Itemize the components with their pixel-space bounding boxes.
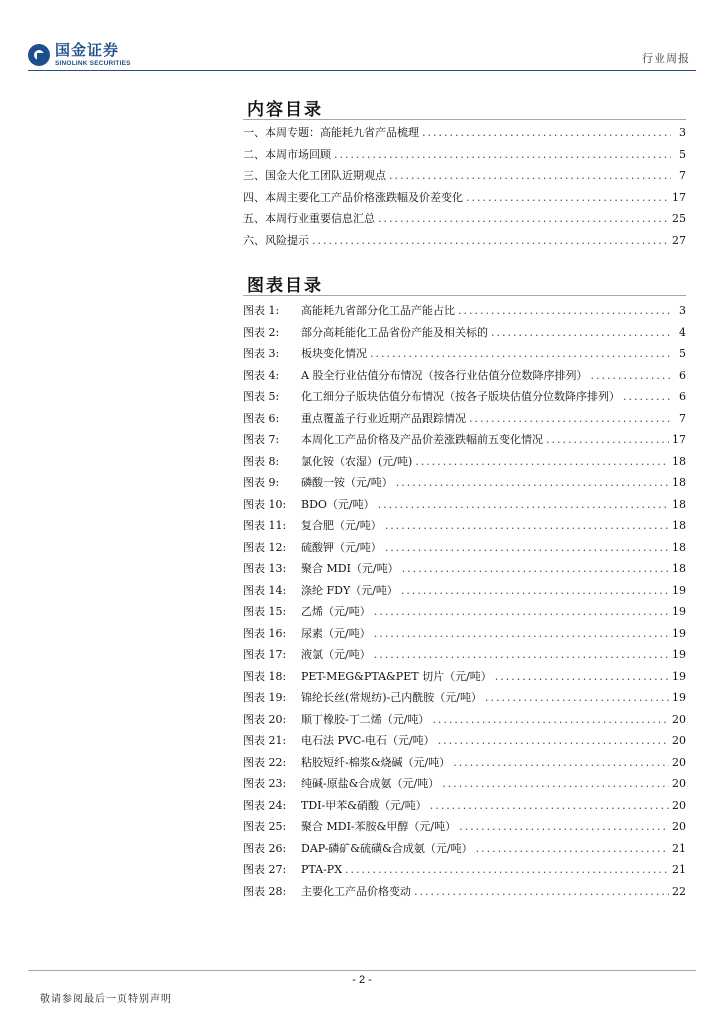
figure-entry[interactable]: [243, 603, 686, 625]
entry-label: [243, 582, 398, 598]
figure-entry[interactable]: [243, 732, 686, 754]
entry-page-number: 7: [679, 411, 686, 425]
figure-title: 化工细分子版块估值分布情况（按各子版块估值分位数降序排列）: [301, 390, 620, 403]
figure-title: 部分高耗能化工品省份产能及相关标的: [301, 325, 488, 339]
figure-title: DAP-磷矿&硫磺&合成氨（元/吨）: [301, 841, 473, 855]
figure-entry[interactable]: [243, 388, 686, 410]
dot-leader: [374, 648, 669, 661]
header-divider: [28, 70, 696, 71]
dot-leader: [546, 433, 669, 446]
dot-leader: [396, 476, 669, 489]
entry-label: [243, 603, 371, 619]
figure-entry[interactable]: [243, 496, 686, 518]
entry-page-number: 5: [679, 347, 686, 360]
entry-page-number: 19: [672, 605, 686, 618]
dot-leader: [370, 347, 671, 360]
figure-number: 图表 1:: [243, 304, 280, 317]
figure-title: PTA-PX: [301, 863, 343, 876]
figure-title: 高能耗九省部分化工品产能占比: [301, 304, 455, 317]
dot-leader: [334, 148, 671, 161]
entry-page-number: 5: [679, 147, 686, 161]
dot-leader: [414, 885, 669, 898]
entry-page-number: 19: [672, 669, 686, 683]
figure-number: 图表 8:: [243, 454, 280, 468]
figure-entry[interactable]: [243, 410, 686, 432]
figure-entry[interactable]: [243, 302, 686, 324]
entry-label: 三、国金大化工团队近期观点: [243, 169, 386, 182]
page-header: [0, 0, 724, 72]
entry-page-number: 18: [672, 540, 686, 554]
entry-label: 一、本周专题：高能耗九省产品梳理: [243, 126, 419, 139]
figure-entry[interactable]: [243, 883, 686, 905]
dot-leader: [453, 756, 669, 769]
entry-label: [243, 625, 371, 641]
dot-leader: [491, 326, 671, 339]
figures-list: [243, 302, 686, 904]
contents-title-divider: [243, 119, 686, 120]
dot-leader: [458, 304, 671, 317]
entry-page-number: 19: [672, 626, 686, 640]
entry-label: [243, 797, 427, 813]
entry-label: [243, 517, 382, 533]
dot-leader: [438, 734, 669, 747]
entry-label: [243, 410, 466, 426]
entry-label: [243, 453, 412, 469]
dot-leader: [442, 777, 669, 790]
entry-page-number: 19: [672, 648, 686, 661]
figure-number: 图表 28:: [243, 884, 287, 898]
contents-title: 内容目录: [247, 100, 323, 120]
entry-label: [243, 388, 620, 404]
entry-page-number: 17: [672, 190, 686, 204]
figure-entry[interactable]: [243, 324, 686, 346]
dot-leader: [378, 212, 669, 225]
figure-entry[interactable]: [243, 775, 686, 797]
figure-number: 图表 17:: [243, 648, 287, 661]
figure-title: A 股全行业估值分布情况（按各行业估值分位数降序排列）: [301, 368, 588, 382]
dot-leader: [476, 842, 669, 855]
dot-leader: [402, 562, 669, 575]
figure-number: 图表 24:: [243, 798, 287, 812]
figure-title: 主要化工产品价格变动: [301, 884, 411, 898]
dot-leader: [495, 670, 669, 683]
figure-entry[interactable]: [243, 646, 686, 668]
figure-entry[interactable]: [243, 818, 686, 840]
footer-divider: [28, 970, 696, 971]
figure-title: 乙烯（元/吨）: [301, 605, 371, 618]
figure-number: 图表 6:: [243, 411, 280, 425]
dot-leader: [374, 605, 669, 618]
figure-number: 图表 27:: [243, 863, 287, 876]
figure-number: 图表 11:: [243, 519, 287, 532]
entry-page-number: 20: [672, 734, 686, 747]
entry-page-number: 18: [672, 562, 686, 575]
entry-page-number: 20: [672, 798, 686, 812]
entry-page-number: 18: [672, 476, 686, 489]
figure-entry[interactable]: [243, 840, 686, 862]
figure-entry[interactable]: [243, 582, 686, 604]
contents-entry[interactable]: [243, 124, 686, 146]
dot-leader: [385, 541, 669, 554]
figure-number: 图表 18:: [243, 669, 287, 683]
entry-page-number: 19: [672, 583, 686, 597]
entry-label: [243, 367, 587, 383]
dot-leader: [374, 627, 669, 640]
entry-page-number: 27: [672, 233, 686, 247]
dot-leader: [312, 234, 669, 247]
entry-label: 六、风险提示: [243, 233, 309, 247]
entry-page-number: 20: [672, 755, 686, 769]
figure-entry[interactable]: [243, 560, 686, 582]
logo-english-name: SINOLINK SECURITIES: [55, 59, 131, 67]
dot-leader: [422, 126, 671, 139]
footer-disclaimer: 敬请参阅最后一页特别声明: [40, 994, 172, 1005]
figure-number: 图表 2:: [243, 325, 280, 339]
figure-title: 硫酸钾（元/吨）: [301, 540, 382, 554]
entry-label: [243, 775, 439, 791]
figure-entry[interactable]: [243, 668, 686, 690]
figure-entry[interactable]: [243, 754, 686, 776]
figure-title: 聚合 MDI（元/吨）: [301, 562, 399, 575]
figure-number: 图表 4:: [243, 368, 280, 382]
entry-label: [243, 646, 371, 662]
entry-page-number: 4: [679, 325, 686, 339]
entry-page-number: 20: [672, 777, 686, 790]
dot-leader: [590, 369, 671, 382]
dot-leader: [459, 820, 669, 833]
dot-leader: [430, 799, 669, 812]
dot-leader: [389, 169, 671, 182]
figure-title: 聚合 MDI-苯胺&甲醇（元/吨）: [301, 820, 457, 833]
entry-page-number: 22: [672, 884, 686, 898]
entry-page-number: 18: [672, 497, 686, 511]
entry-label: [243, 474, 393, 490]
figure-entry[interactable]: [243, 517, 686, 539]
entry-label: [243, 539, 382, 555]
figure-title: 电石法 PVC-电石（元/吨）: [301, 734, 435, 747]
figure-title: 氯化铵（农湿）(元/吨): [301, 454, 413, 468]
logo-chinese-name: 国金证券: [55, 40, 120, 59]
entry-label: [243, 818, 456, 834]
dot-leader: [469, 412, 671, 425]
figure-title: 尿素（元/吨）: [301, 626, 371, 640]
contents-list: [243, 124, 686, 253]
entry-page-number: 20: [672, 820, 686, 833]
figure-title: 磷酸一铵（元/吨）: [301, 476, 393, 489]
figure-entry[interactable]: [243, 539, 686, 561]
figure-title: 复合肥（元/吨）: [301, 519, 382, 532]
entry-page-number: 21: [672, 841, 686, 855]
figure-title: TDI-甲苯&硝酸（元/吨）: [301, 798, 427, 812]
company-logo: [28, 40, 131, 70]
figures-title-divider: [243, 295, 686, 296]
figure-number: 图表 14:: [243, 583, 287, 597]
figure-number: 图表 3:: [243, 347, 280, 360]
entry-label: [243, 711, 429, 727]
contents-entry[interactable]: [243, 210, 686, 232]
entry-label: [243, 560, 399, 576]
figure-title: 重点覆盖子行业近期产品跟踪情况: [301, 411, 466, 425]
entry-page-number: 18: [672, 519, 686, 532]
entry-label: [243, 668, 492, 684]
entry-label: [243, 840, 473, 856]
figure-number: 图表 7:: [243, 433, 280, 446]
figure-title: PET-MEG&PTA&PET 切片（元/吨）: [301, 669, 492, 683]
entry-page-number: 3: [679, 126, 686, 139]
figure-number: 图表 10:: [243, 497, 287, 511]
figure-title: 涤纶 FDY（元/吨）: [301, 583, 398, 597]
logo-mark-icon: [28, 44, 50, 66]
report-type-label: 行业周报: [642, 52, 690, 65]
dot-leader: [401, 584, 669, 597]
entry-page-number: 6: [679, 390, 686, 403]
entry-label: [243, 345, 367, 361]
figure-number: 图表 13:: [243, 562, 287, 575]
dot-leader: [623, 390, 671, 403]
figure-title: 纯碱-原盐&合成氨（元/吨）: [301, 777, 440, 790]
figures-title: 图表目录: [247, 276, 323, 296]
contents-entry[interactable]: [243, 146, 686, 168]
figure-title: 板块变化情况: [301, 347, 367, 360]
entry-label: 四、本周主要化工产品价格涨跌幅及价差变化: [243, 190, 463, 204]
figure-entry[interactable]: [243, 345, 686, 367]
figure-entry[interactable]: [243, 474, 686, 496]
figure-title: BDO（元/吨）: [301, 497, 375, 511]
figure-entry[interactable]: [243, 625, 686, 647]
dot-leader: [345, 863, 669, 876]
entry-page-number: 20: [672, 712, 686, 726]
contents-entry[interactable]: [243, 232, 686, 254]
entry-label: 二、本周市场回顾: [243, 147, 331, 161]
entry-label: [243, 883, 411, 899]
figure-entry[interactable]: [243, 367, 686, 389]
figure-number: 图表 22:: [243, 755, 287, 769]
figure-number: 图表 26:: [243, 841, 287, 855]
entry-label: [243, 324, 488, 340]
figure-number: 图表 25:: [243, 820, 287, 833]
contents-entry[interactable]: [243, 167, 686, 189]
dot-leader: [415, 455, 669, 468]
entry-label: 五、本周行业重要信息汇总: [243, 212, 375, 225]
entry-page-number: 17: [672, 433, 686, 446]
figure-number: 图表 20:: [243, 712, 287, 726]
entry-page-number: 21: [672, 863, 686, 876]
entry-label: [243, 689, 482, 705]
figure-number: 图表 23:: [243, 777, 287, 790]
figure-number: 图表 15:: [243, 605, 287, 618]
dot-leader: [385, 519, 669, 532]
figure-entry[interactable]: [243, 431, 686, 453]
figure-number: 图表 19:: [243, 691, 287, 704]
entry-page-number: 18: [672, 454, 686, 468]
dot-leader: [466, 191, 669, 204]
figure-entry[interactable]: [243, 453, 686, 475]
dot-leader: [432, 713, 669, 726]
figure-entry[interactable]: [243, 711, 686, 733]
contents-entry[interactable]: [243, 189, 686, 211]
entry-page-number: 3: [679, 304, 686, 317]
entry-page-number: 6: [679, 368, 686, 382]
figure-number: 图表 12:: [243, 540, 287, 554]
figure-title: 粘胶短纤-棉浆&烧碱（元/吨）: [301, 755, 451, 769]
figure-entry[interactable]: [243, 689, 686, 711]
figure-title: 锦纶长丝(常规纺)-己内酰胺（元/吨）: [301, 691, 483, 704]
figure-number: 图表 5:: [243, 390, 280, 403]
entry-label: [243, 496, 375, 512]
page-number: - 2 -: [352, 974, 372, 986]
figure-entry[interactable]: [243, 861, 686, 883]
entry-page-number: 19: [672, 691, 686, 704]
entry-page-number: 25: [672, 212, 686, 225]
figure-entry[interactable]: [243, 797, 686, 819]
entry-label: [243, 732, 435, 748]
entry-label: [243, 431, 543, 447]
figure-title: 顺丁橡胶-丁二烯（元/吨）: [301, 712, 430, 726]
figure-title: 液氯（元/吨）: [301, 648, 371, 661]
figure-title: 本周化工产品价格及产品价差涨跌幅前五变化情况: [301, 433, 543, 446]
entry-label: [243, 302, 455, 318]
figure-number: 图表 16:: [243, 626, 287, 640]
figure-number: 图表 21:: [243, 734, 287, 747]
entry-label: [243, 861, 342, 877]
entry-label: [243, 754, 450, 770]
dot-leader: [378, 498, 669, 511]
entry-page-number: 7: [679, 169, 686, 182]
figure-number: 图表 9:: [243, 476, 280, 489]
dot-leader: [485, 691, 669, 704]
